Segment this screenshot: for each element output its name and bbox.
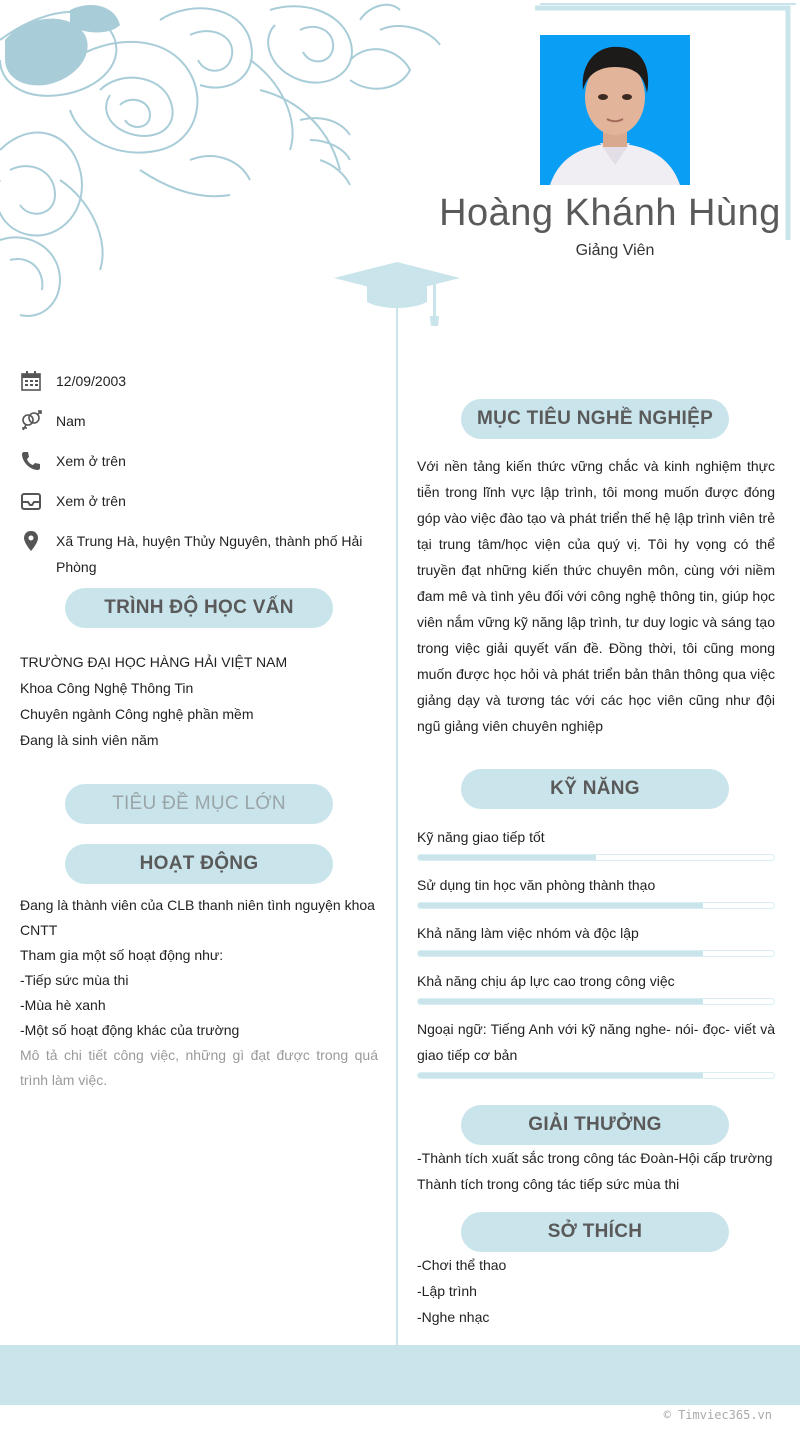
activities-heading: HOẠT ĐỘNG	[65, 844, 333, 884]
skill-bar-fill	[418, 903, 703, 908]
hobbies-content	[417, 1252, 775, 1330]
awards-content	[417, 1145, 787, 1197]
footer-band	[0, 1345, 800, 1405]
education-heading: TRÌNH ĐỘ HỌC VẤN	[65, 588, 333, 628]
skills-heading: KỸ NĂNG	[461, 769, 729, 809]
education-line: Khoa Công Nghệ Thông Tin	[20, 680, 194, 696]
award-line: -Thành tích xuất sắc trong công tác Đoàn-Hội cấp trường	[417, 1150, 773, 1166]
skill-bar-fill	[418, 999, 703, 1004]
placeholder-section-heading: TIÊU ĐỀ MỤC LỚN	[65, 784, 333, 824]
objective-content	[417, 453, 775, 739]
skill-label: Kỹ năng giao tiếp tốt	[417, 829, 545, 845]
objective-text: Với nền tảng kiến thức vững chắc và kinh nghiệm thực tiễn trong lĩnh vực lập trình, tôi mong muốn được đóng góp vào việc đào tạo và phát triển thế hệ lập trình viên trẻ tại trung tâm/học viện của quý vị. Tôi hy vọng có thể truyền đạt những kiến thức chuyên môn, cùng với niềm đam mê và tình yêu đối với công nghệ thông tin, giúp học viên nắm vững kỹ năng lập trình, tư duy logic và sáng tạo trong việc giải quyết vấn đề. Đồng thời, tôi cũng mong muốn được học hỏi và phát triển bản thân thông qua việc giảng dạy và tương tác với các học viên cũng như đội ngũ giảng viên chuyên nghiệp	[417, 458, 775, 734]
education-content	[20, 649, 380, 753]
skill-bar	[417, 950, 775, 957]
activity-line: Đang là thành viên của CLB thanh niên tình nguyện khoa CNTT	[20, 897, 375, 938]
contact-gender	[20, 410, 380, 434]
skill-label: Ngoại ngữ: Tiếng Anh với kỹ năng nghe- nói- đọc- viết và giao tiếp cơ bản	[417, 1021, 775, 1063]
award-line: Thành tích trong công tác tiếp sức mùa thi	[417, 1176, 680, 1192]
activity-line: -Một số hoạt động khác của trường	[20, 1022, 240, 1038]
skill-label: Khả năng làm việc nhóm và độc lập	[417, 925, 639, 941]
hobby-line: -Chơi thể thao	[417, 1257, 507, 1273]
skill-item	[417, 920, 775, 957]
hobby-line: -Lập trình	[417, 1283, 477, 1299]
contact-phone	[20, 450, 380, 474]
skill-bar-fill	[418, 855, 596, 860]
contact-address	[20, 530, 380, 580]
skill-label: Khả năng chịu áp lực cao trong công việc	[417, 973, 675, 989]
activities-content	[20, 893, 378, 1093]
person-portrait-icon	[540, 35, 690, 185]
activity-line: Tham gia một số hoạt động như:	[20, 947, 224, 963]
contact-birthdate	[20, 370, 380, 394]
skill-bar	[417, 902, 775, 909]
contact-info	[20, 370, 380, 596]
objective-heading: MỤC TIÊU NGHỀ NGHIỆP	[461, 399, 729, 439]
activity-line: -Tiếp sức mùa thi	[20, 972, 129, 988]
candidate-job-title: Giảng Viên	[575, 242, 655, 259]
skill-label: Sử dụng tin học văn phòng thành thạo	[417, 877, 656, 893]
skill-item	[417, 1016, 775, 1079]
hobby-line: -Nghe nhạc	[417, 1309, 490, 1325]
candidate-name: Hoàng Khánh Hùng	[439, 192, 781, 234]
skill-item	[417, 824, 775, 861]
skill-bar-fill	[418, 1073, 703, 1078]
skill-bar	[417, 1072, 775, 1079]
location-icon	[20, 530, 42, 552]
skill-bar	[417, 854, 775, 861]
skill-item	[417, 968, 775, 1005]
contact-birthdate-text: 12/09/2003	[56, 373, 127, 389]
contact-email-text: Xem ở trên	[56, 493, 126, 509]
activity-line: -Mùa hè xanh	[20, 997, 106, 1013]
gender-icon	[20, 410, 42, 432]
contact-email	[20, 490, 380, 514]
contact-gender-text: Nam	[56, 413, 86, 429]
activity-placeholder-text: Mô tả chi tiết công việc, những gì đạt được trong quá trình làm việc.	[20, 1047, 378, 1088]
profile-photo	[540, 35, 690, 185]
education-line: Chuyên ngành Công nghệ phần mềm	[20, 706, 254, 722]
contact-address-text: Xã Trung Hà, huyện Thủy Nguyên, thành phố Hải Phòng	[56, 533, 363, 575]
education-line: Đang là sinh viên năm	[20, 732, 159, 748]
hobbies-heading: SỞ THÍCH	[461, 1212, 729, 1252]
awards-heading: GIẢI THƯỞNG	[461, 1105, 729, 1145]
skill-bar	[417, 998, 775, 1005]
column-divider	[396, 300, 398, 1345]
skill-item	[417, 872, 775, 909]
skill-bar-fill	[418, 951, 703, 956]
copyright-text: © Timviec365.vn	[663, 1408, 772, 1422]
education-line: TRƯỜNG ĐẠI HỌC HÀNG HẢI VIỆT NAM	[20, 654, 288, 670]
phone-icon	[20, 450, 42, 472]
contact-phone-text: Xem ở trên	[56, 453, 126, 469]
calendar-icon	[20, 370, 42, 392]
email-icon	[20, 490, 42, 512]
